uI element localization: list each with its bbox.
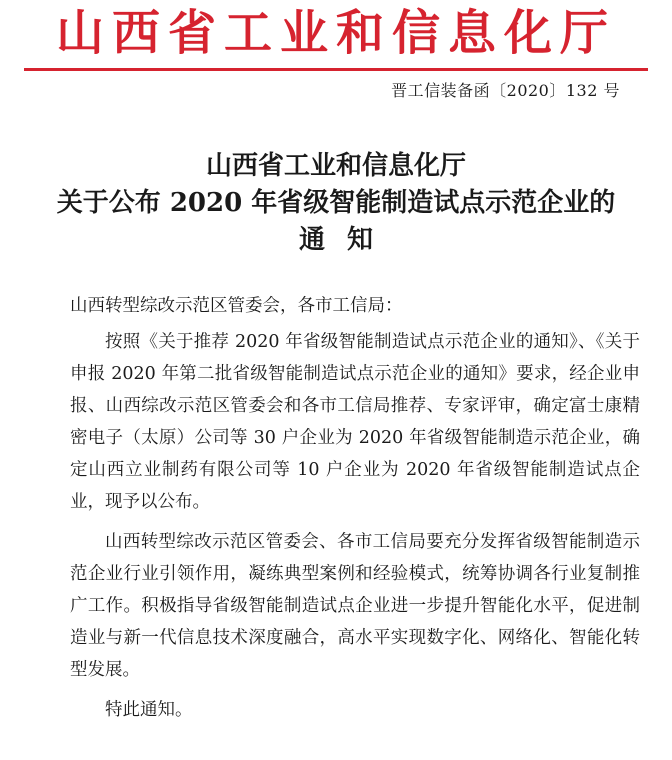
- closing-line: 特此通知。: [105, 700, 193, 720]
- title-line-notice: 通知: [298, 225, 395, 255]
- body-paragraph-1: 按照《关于推荐 2020 年省级智能制造试点示范企业的通知》、《关于申报 2020 年第二批省级智能制造试点示范企业的通知》要求，经企业申报、山西综改示范区管委会和各市工信局推荐、专家评审，确定富士康精密电子（太原）公司等 30 户企业为 2020 年省级智能制造示范企业，确定山西立业制药有限公司等 10 户企业为 2020 年省级智能制造试点企业，现予以公布。: [70, 332, 640, 512]
- letterhead-title: 山西省工业和信息化厅: [55, 5, 616, 61]
- body-paragraph-2: 山西转型综改示范区管委会、各市工信局要充分发挥省级智能制造示范企业行业引领作用，凝练典型案例和经验模式，统筹协调各行业复制推广工作。积极指导省级智能制造试点企业进一步提升智能化水平，促进制造业与新一代信息技术深度融合，高水平实现数字化、网络化、智能化转型发展。: [70, 532, 640, 680]
- document-number: 晋工信装备函〔2020〕132 号: [391, 81, 620, 100]
- document-title: [0, 148, 672, 259]
- title-line-issuer: 山西省工业和信息化厅: [205, 151, 466, 181]
- salutation: 山西转型综改示范区管委会，各市工信局：: [70, 296, 403, 316]
- letterhead-divider: [24, 68, 648, 71]
- title-line-subject: 关于公布 2020 年省级智能制造试点示范企业的: [56, 188, 616, 218]
- document-body: [70, 290, 640, 744]
